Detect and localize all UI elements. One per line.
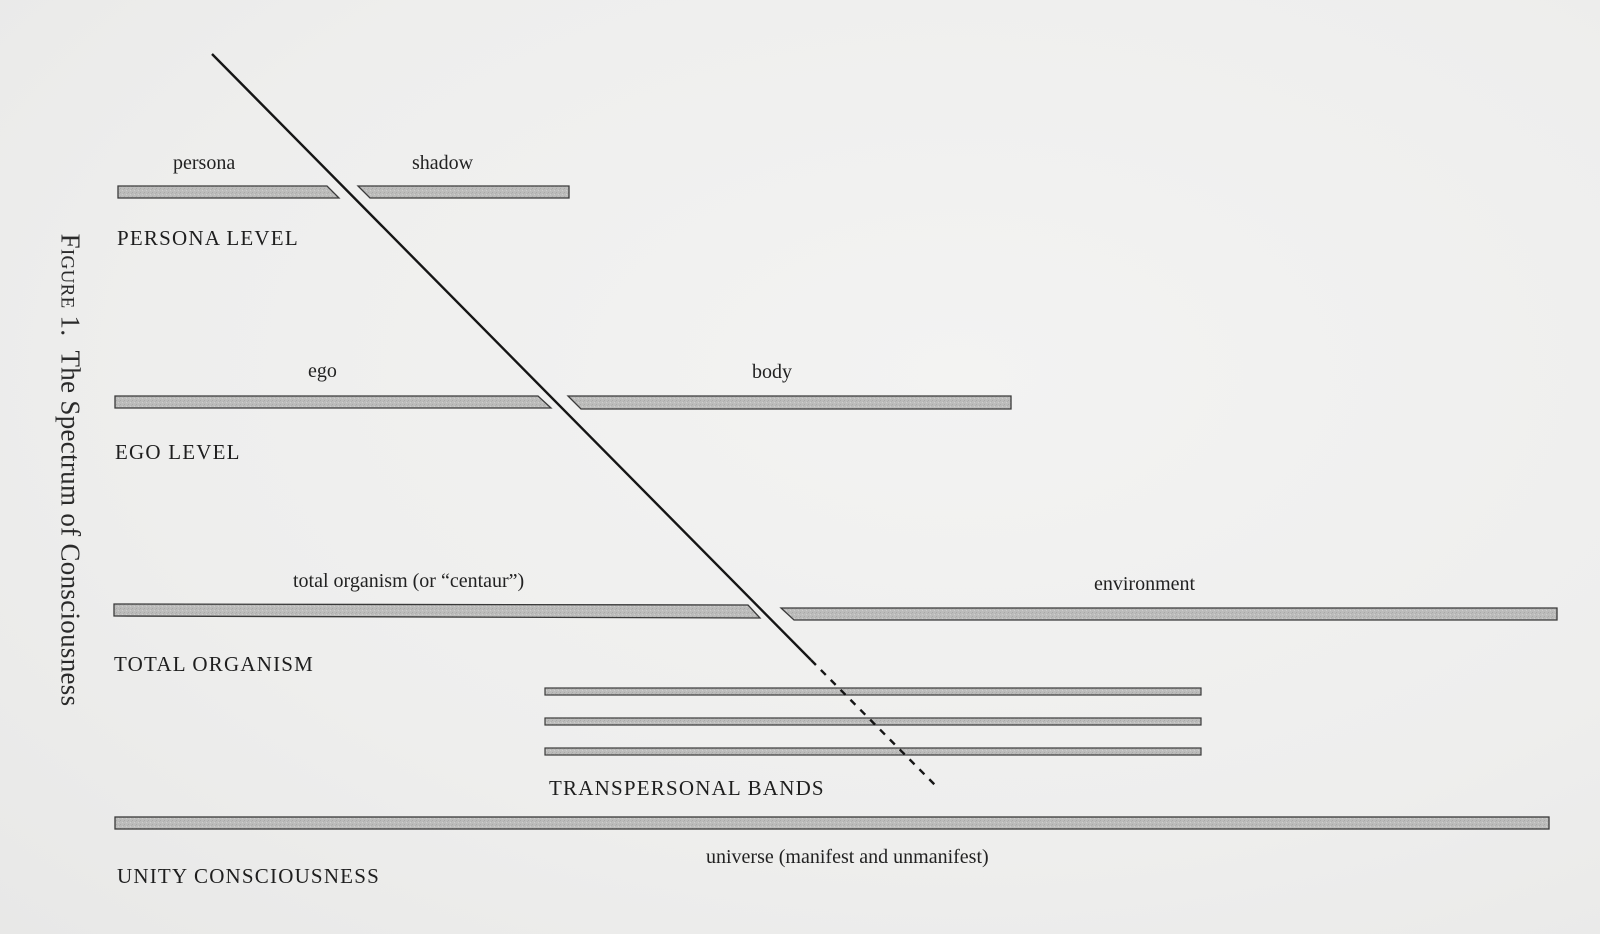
environment-label: environment <box>1094 573 1196 595</box>
persona-label: persona <box>173 152 236 174</box>
unity-consciousness-title: UNITY CONSCIOUSNESS <box>117 864 380 888</box>
persona-bar <box>118 186 339 198</box>
body-bar <box>568 396 1011 409</box>
body-label: body <box>752 361 792 383</box>
persona-level-title: PERSONA LEVEL <box>117 226 299 250</box>
transpersonal-bands-title: TRANSPERSONAL BANDS <box>549 776 825 800</box>
shadow-bar <box>358 186 569 198</box>
figure-caption <box>55 234 86 707</box>
ego-bar <box>115 396 551 408</box>
total-organism-title: TOTAL ORGANISM <box>114 652 315 676</box>
transpersonal-band-3 <box>545 748 1201 755</box>
total-organism-label: total organism (or “centaur”) <box>293 570 525 592</box>
ego-label: ego <box>308 360 337 382</box>
universe-label: universe (manifest and unmanifest) <box>706 846 989 868</box>
figure-title: The Spectrum of Consciousness <box>55 350 86 707</box>
unity-bar <box>115 817 1549 829</box>
transpersonal-band-1 <box>545 688 1201 695</box>
shadow-label: shadow <box>412 152 474 174</box>
figure-number: Figure 1. <box>55 233 86 337</box>
total-organism-bar <box>114 604 760 618</box>
ego-level-title: EGO LEVEL <box>115 440 241 464</box>
environment-bar <box>781 608 1557 620</box>
